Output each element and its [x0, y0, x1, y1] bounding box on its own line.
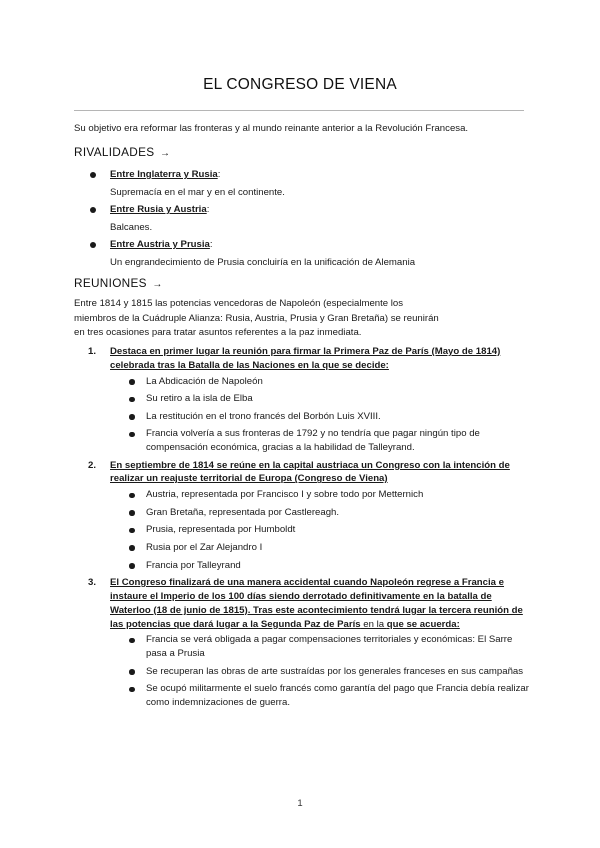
reuniones-intro-line: en tres ocasiones para tratar asuntos referentes a la paz inmediata.	[74, 327, 362, 338]
reuniones-points	[74, 345, 534, 713]
sub-list	[110, 375, 534, 455]
list-item-text: Se recuperan las obras de arte sustraídas por los generales franceses en sus campañas	[146, 665, 524, 677]
list-item-text: Prusia, representada por Humboldt	[146, 524, 296, 536]
list-item-text: Francia se verá obligada a pagar compensaciones territoriales y económicas: El Sarre pasa a Prusia	[146, 634, 513, 659]
bullet-icon	[129, 669, 135, 675]
bullet-icon	[90, 172, 96, 178]
intro-paragraph: Su objetivo era reformar las fronteras y al mundo reinante anterior a la Revolución Francesa.	[74, 123, 469, 134]
list-item: Entre Inglaterra y Rusia: Supremacía en el mar y en el continente.	[74, 166, 534, 201]
point-heading-plain: en la	[360, 618, 387, 630]
reuniones-intro-line: miembros de la Cuádruple Alianza: Rusia, Austria, Prusia y Gran Bretaña) se reunirán	[74, 312, 439, 324]
rival-title: Entre Austria y Prusia	[110, 239, 210, 250]
point-heading-text: El Congreso finalizará de una manera accidental cuando Napoleón regrese a Francia e instaure el Imperio de los 100 días siendo derrotado definitivamente en la batalla de Waterloo (18 de junio de 1815). Tras este acontecimiento tendrá lugar la tercera reunión de las potencias que dará lugar a la Segunda Paz de París	[110, 577, 523, 630]
sub-list	[110, 488, 534, 572]
numbered-item	[74, 345, 534, 455]
bullet-icon	[129, 493, 135, 499]
list-item: Entre Austria y Prusia: Un engrandecimiento de Prusia concluiría en la unificación de Alemania	[74, 236, 534, 271]
page-title: EL CONGRESO DE VIENA	[203, 76, 397, 93]
bullet-icon	[129, 379, 135, 385]
rival-title: Entre Inglaterra y Rusia	[110, 169, 218, 180]
sub-list	[110, 633, 534, 709]
list-item	[110, 375, 534, 389]
rivalidades-list	[74, 166, 534, 271]
point-heading-tail: que se acuerda:	[386, 618, 460, 630]
list-item-text: Austria, representada por Francisco I y sobre todo por Metternich	[146, 489, 424, 501]
rival-desc: Un engrandecimiento de Prusia concluiría en la unificación de Alemania	[110, 256, 416, 268]
arrow-right-icon: →	[160, 148, 171, 159]
item-number: 2.	[88, 459, 97, 471]
reuniones-intro-line: Entre 1814 y 1815 las potencias vencedoras de Napoleón (especialmente los	[74, 298, 404, 309]
bullet-icon	[129, 397, 135, 403]
reuniones-intro	[74, 297, 534, 341]
numbered-item	[74, 459, 534, 573]
list-item	[110, 506, 534, 520]
list-item	[110, 633, 534, 660]
item-number: 1.	[88, 346, 97, 357]
bullet-icon	[129, 563, 135, 569]
bullet-icon	[129, 432, 135, 438]
bullet-icon	[129, 414, 135, 420]
list-item	[110, 427, 534, 454]
bullet-icon	[129, 638, 135, 644]
list-item-text: La restitución en el trono francés del Borbón Luis XVIII.	[146, 410, 381, 422]
list-item	[110, 392, 534, 406]
reuniones-heading-text: REUNIONES	[74, 276, 147, 290]
bullet-icon	[129, 545, 135, 551]
point-heading: Destaca en primer lugar la reunión para firmar la Primera Paz de París (Mayo de 1814) celebrada tras la Batalla de las Naciones en la que se decide:	[110, 346, 501, 371]
bullet-icon	[129, 528, 135, 534]
list-item	[110, 682, 534, 709]
list-item-text: La Abdicación de Napoleón	[146, 375, 263, 387]
title-divider	[74, 110, 524, 111]
rivalidades-heading-text: RIVALIDADES	[74, 145, 155, 159]
point-heading	[110, 576, 534, 631]
reuniones-heading	[74, 276, 163, 290]
list-item-text: Gran Bretaña, representada por Castlereagh.	[146, 506, 340, 518]
bullet-icon	[90, 207, 96, 213]
page-number: 1	[297, 798, 303, 809]
bullet-icon	[90, 242, 96, 248]
list-item-text: Francia volvería a sus fronteras de 1792 y no tendría que pagar ningún tipo de compensación económica, gracias a la habilidad de Talleyrand.	[146, 428, 480, 453]
list-item	[110, 559, 534, 573]
list-item-text: Su retiro a la isla de Elba	[146, 393, 253, 405]
point-heading: En septiembre de 1814 se reúne en la capital austriaca un Congreso con la intención de realizar un reajuste territorial de Europa (Congreso de Viena)	[110, 459, 510, 485]
list-item	[110, 410, 534, 424]
list-item-text: Rusia por el Zar Alejandro I	[146, 541, 263, 553]
rivalidades-heading	[74, 145, 170, 159]
list-item-text: Se ocupó militarmente el suelo francés como garantía del pago que Francia debía realizar como indemnizaciones de guerra.	[146, 683, 529, 708]
list-item	[110, 541, 534, 555]
numbered-item	[74, 576, 534, 709]
list-item: Entre Rusia y Austria: Balcanes.	[74, 201, 534, 236]
rival-title: Entre Rusia y Austria	[110, 204, 207, 215]
list-item	[110, 665, 534, 679]
item-number: 3.	[88, 577, 97, 589]
rival-desc: Balcanes.	[110, 221, 153, 233]
rival-desc: Supremacía en el mar y en el continente.	[110, 186, 285, 198]
list-item-text: Francia por Talleyrand	[146, 559, 241, 571]
bullet-icon	[129, 510, 135, 516]
list-item	[110, 523, 534, 537]
bullet-icon	[129, 687, 135, 693]
list-item	[110, 488, 534, 502]
arrow-right-icon: →	[152, 279, 163, 290]
